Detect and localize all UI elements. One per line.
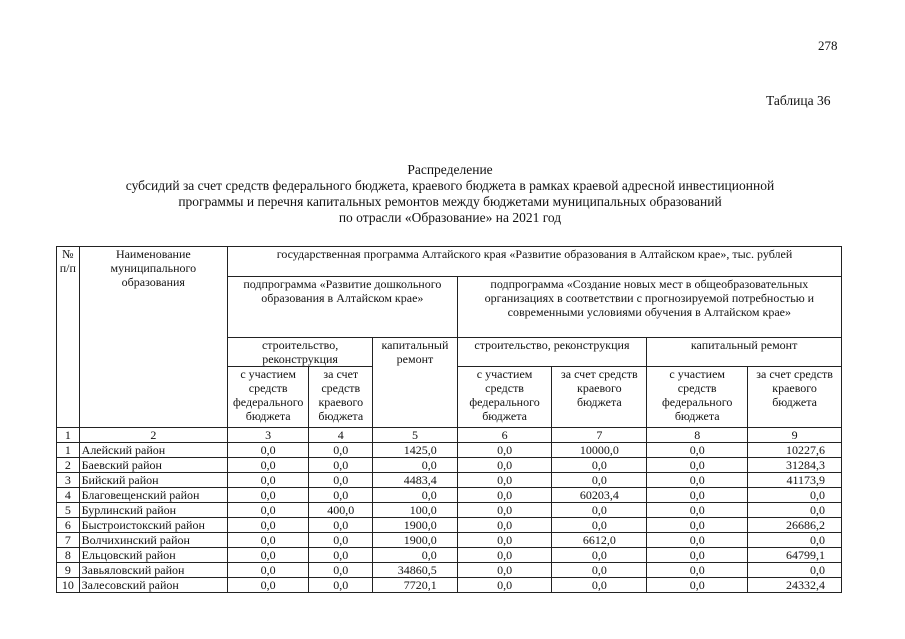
cell-value: 10000,0	[552, 443, 647, 458]
header-regional-4: за счет средств краевого бюджета	[309, 367, 373, 428]
header-construction-1: строительство, реконструкция	[227, 338, 372, 367]
table-row	[57, 473, 842, 488]
row-number: 7	[57, 533, 80, 548]
header-program: государственная программа Алтайского края «Развитие образования в Алтайском крае», тыс. рублей	[227, 247, 841, 277]
cell-value: 0,0	[457, 458, 552, 473]
table-row	[57, 518, 842, 533]
cell-value: 0,0	[552, 458, 647, 473]
cell-value: 0,0	[552, 473, 647, 488]
header-regional-9: за счет средств краевого бюджета	[748, 367, 842, 428]
row-number: 5	[57, 503, 80, 518]
cell-value: 1900,0	[373, 533, 457, 548]
cell-value: 0,0	[309, 518, 373, 533]
cell-value: 60203,4	[552, 488, 647, 503]
cell-value: 0,0	[227, 578, 308, 593]
col-index: 8	[647, 428, 748, 443]
cell-value: 0,0	[457, 443, 552, 458]
page-number: 278	[818, 38, 838, 53]
municipality-name: Баевский район	[79, 458, 227, 473]
col-index: 5	[373, 428, 457, 443]
cell-value: 0,0	[552, 518, 647, 533]
municipality-name: Бийский район	[79, 473, 227, 488]
cell-value: 0,0	[457, 563, 552, 578]
cell-value: 0,0	[227, 458, 308, 473]
cell-value: 0,0	[227, 488, 308, 503]
cell-value: 0,0	[309, 533, 373, 548]
row-number: 2	[57, 458, 80, 473]
cell-value: 31284,3	[748, 458, 842, 473]
cell-value: 0,0	[457, 548, 552, 563]
header-regional-7: за счет средств краевого бюджета	[552, 367, 647, 428]
cell-value: 64799,1	[748, 548, 842, 563]
cell-value: 0,0	[552, 563, 647, 578]
cell-value: 0,0	[647, 473, 748, 488]
municipality-name: Благовещенский район	[79, 488, 227, 503]
cell-value: 0,0	[227, 533, 308, 548]
cell-value: 41173,9	[748, 473, 842, 488]
cell-value: 10227,6	[748, 443, 842, 458]
cell-value: 0,0	[457, 533, 552, 548]
cell-value: 0,0	[457, 518, 552, 533]
table-row	[57, 533, 842, 548]
table-row	[57, 563, 842, 578]
header-subprogram-preschool: подпрограмма «Развитие дошкольного образования в Алтайском крае»	[227, 277, 457, 338]
table-row	[57, 458, 842, 473]
cell-value: 0,0	[457, 503, 552, 518]
municipality-name: Залесовский район	[79, 578, 227, 593]
row-number: 4	[57, 488, 80, 503]
cell-value: 0,0	[552, 578, 647, 593]
row-number: 9	[57, 563, 80, 578]
cell-value: 0,0	[227, 473, 308, 488]
title-line-3: программы и перечня капитальных ремонтов между бюджетами муниципальных образований	[178, 194, 722, 209]
subsidy-table	[56, 246, 842, 593]
cell-value: 34860,5	[373, 563, 457, 578]
col-index: 6	[457, 428, 552, 443]
cell-value: 0,0	[309, 443, 373, 458]
municipality-name: Бурлинский район	[79, 503, 227, 518]
cell-value: 0,0	[309, 548, 373, 563]
table-row	[57, 503, 842, 518]
col-index: 4	[309, 428, 373, 443]
header-federal-3: с участием средств федерального бюджета	[227, 367, 308, 428]
cell-value: 0,0	[647, 443, 748, 458]
cell-value: 100,0	[373, 503, 457, 518]
cell-value: 4483,4	[373, 473, 457, 488]
cell-value: 0,0	[647, 578, 748, 593]
cell-value: 0,0	[373, 458, 457, 473]
cell-value: 0,0	[457, 488, 552, 503]
table-row	[57, 488, 842, 503]
table-label: Таблица 36	[766, 93, 831, 108]
table-row	[57, 548, 842, 563]
cell-value: 0,0	[227, 563, 308, 578]
cell-value: 0,0	[647, 533, 748, 548]
cell-value: 0,0	[309, 563, 373, 578]
cell-value: 0,0	[748, 488, 842, 503]
title-line-2: субсидий за счет средств федерального бюджета, краевого бюджета в рамках краевой адресной инвестиционной	[125, 178, 775, 193]
header-municipality: Наименование муниципального образования	[79, 247, 227, 428]
header-capital-repair-1: капитальный ремонт	[373, 338, 457, 428]
cell-value: 6612,0	[552, 533, 647, 548]
cell-value: 26686,2	[748, 518, 842, 533]
row-number: 8	[57, 548, 80, 563]
cell-value: 0,0	[373, 488, 457, 503]
row-number: 3	[57, 473, 80, 488]
col-index: 3	[227, 428, 308, 443]
col-index: 9	[748, 428, 842, 443]
row-number: 6	[57, 518, 80, 533]
header-subprogram-new-places: подпрограмма «Создание новых мест в общеобразовательных организациях в соответствии с прогнозируемой потребностью и современными условиями обучения в Алтайском крае»	[457, 277, 841, 338]
cell-value: 0,0	[647, 563, 748, 578]
cell-value: 400,0	[309, 503, 373, 518]
cell-value: 0,0	[748, 503, 842, 518]
cell-value: 0,0	[552, 503, 647, 518]
title-line-4: по отрасли «Образование» на 2021 год	[338, 210, 562, 225]
cell-value: 0,0	[457, 473, 552, 488]
cell-value: 0,0	[457, 578, 552, 593]
municipality-name: Алейский район	[79, 443, 227, 458]
col-index: 7	[552, 428, 647, 443]
cell-value: 0,0	[647, 503, 748, 518]
cell-value: 0,0	[647, 548, 748, 563]
cell-value: 0,0	[552, 548, 647, 563]
header-federal-6: с участием средств федерального бюджета	[457, 367, 552, 428]
cell-value: 0,0	[309, 473, 373, 488]
col-index: 1	[57, 428, 80, 443]
cell-value: 0,0	[227, 503, 308, 518]
table-row	[57, 578, 842, 593]
cell-value: 0,0	[227, 548, 308, 563]
document-title	[60, 162, 840, 226]
cell-value: 24332,4	[748, 578, 842, 593]
cell-value: 0,0	[309, 488, 373, 503]
municipality-name: Ельцовский район	[79, 548, 227, 563]
col-index: 2	[79, 428, 227, 443]
header-capital-repair-2: капитальный ремонт	[647, 338, 842, 367]
header-federal-8: с участием средств федерального бюджета	[647, 367, 748, 428]
municipality-name: Быстроистокский район	[79, 518, 227, 533]
cell-value: 0,0	[373, 548, 457, 563]
cell-value: 0,0	[647, 488, 748, 503]
cell-value: 0,0	[647, 518, 748, 533]
row-number: 1	[57, 443, 80, 458]
municipality-name: Волчихинский район	[79, 533, 227, 548]
header-construction-2: строительство, реконструкция	[457, 338, 647, 367]
cell-value: 1900,0	[373, 518, 457, 533]
row-number: 10	[57, 578, 80, 593]
cell-value: 0,0	[227, 443, 308, 458]
cell-value: 7720,1	[373, 578, 457, 593]
cell-value: 0,0	[227, 518, 308, 533]
cell-value: 0,0	[309, 578, 373, 593]
municipality-name: Завьяловский район	[79, 563, 227, 578]
cell-value: 0,0	[748, 533, 842, 548]
cell-value: 1425,0	[373, 443, 457, 458]
header-num: № п/п	[57, 247, 80, 428]
title-line-1: Распределение	[407, 162, 493, 177]
cell-value: 0,0	[309, 458, 373, 473]
cell-value: 0,0	[647, 458, 748, 473]
cell-value: 0,0	[748, 563, 842, 578]
table-row	[57, 443, 842, 458]
